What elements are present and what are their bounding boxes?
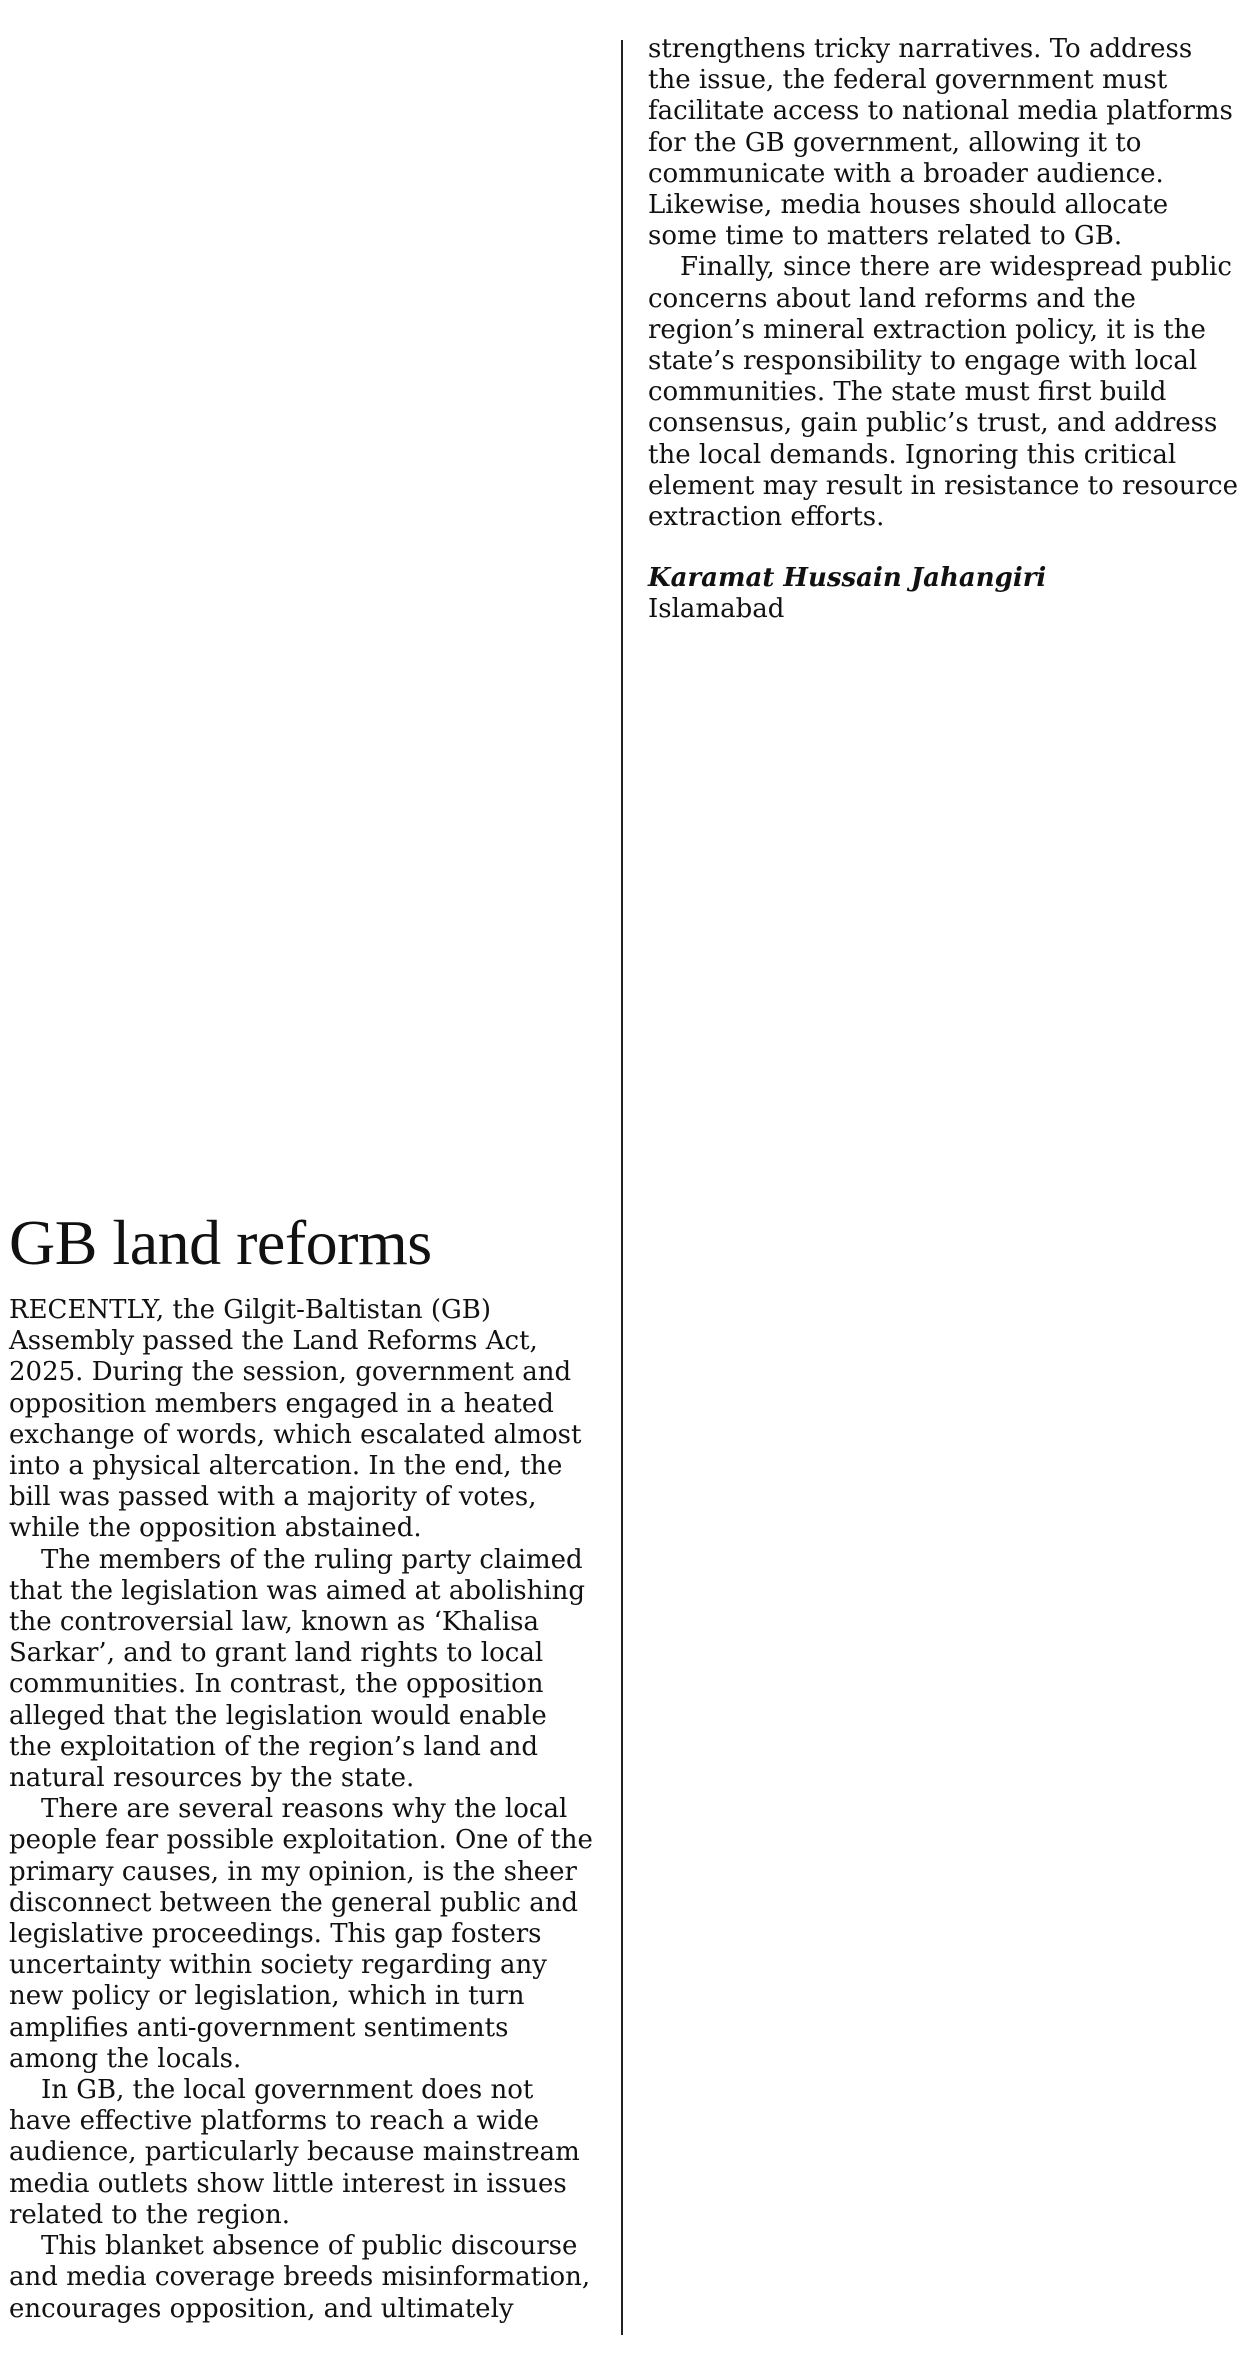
paragraph-2: The members of the ruling party claimed that the legislation was aimed at abolishing the controversial law, known as ‘Khalisa Sarkar’, and to grant land rights to local communities. In contrast, the opposition alleged that the legislation would enable the exploitation of the region’s land and natural resources by the state. <box>9 1544 586 1794</box>
paragraph-3: There are several reasons why the local people fear possible exploitation. One of the primary causes, in my opinion, is the sheer disconnect between the general public and legislative proceedings. This gap fosters uncertainty within society regarding any new policy or legislation, which in turn amplifies anti-government sentiments among the locals. <box>9 1794 593 2074</box>
paragraph-4: In GB, the local government does not have effective platforms to reach a wide audience, particularly because mainstream media outlets show little interest in issues related to the region. <box>9 2075 580 2230</box>
paragraph-5: This blanket absence of public discourse and media coverage breeds misinformation, encourages opposition, and ultimately <box>9 2231 591 2324</box>
left-column <box>9 1205 597 2325</box>
signature-block <box>648 563 1240 625</box>
paragraph-7: Finally, since there are widespread public concerns about land reforms and the region’s mineral extraction policy, it is the state’s responsibility to engage with local communities. The state must first build consensus, gain public’s trust, and address the local demands. Ignoring this critical element may result in resistance to resource extraction efforts. <box>648 252 1238 533</box>
column-divider <box>621 40 623 2335</box>
right-column <box>648 34 1240 625</box>
author-name: Karamat Hussain Jahangiri <box>648 563 1047 594</box>
paragraph-6: strengthens tricky narratives. To address the issue, the federal government must facilitate access to national media platforms for the GB government, allowing it to communicate with a broader audience. Likewise, media houses should allocate some time to matters related to GB. <box>648 34 1233 252</box>
author-location: Islamabad <box>648 594 785 625</box>
article-headline: GB land reforms <box>9 1207 432 1278</box>
paragraph-1: RECENTLY, the Gilgit-Baltistan (GB) Assembly passed the Land Reforms Act, 2025. During the session, government and opposition members engaged in a heated exchange of words, which escalated almost into a physical altercation. In the end, the bill was passed with a majority of votes, while the opposition abstained. <box>9 1295 582 1544</box>
